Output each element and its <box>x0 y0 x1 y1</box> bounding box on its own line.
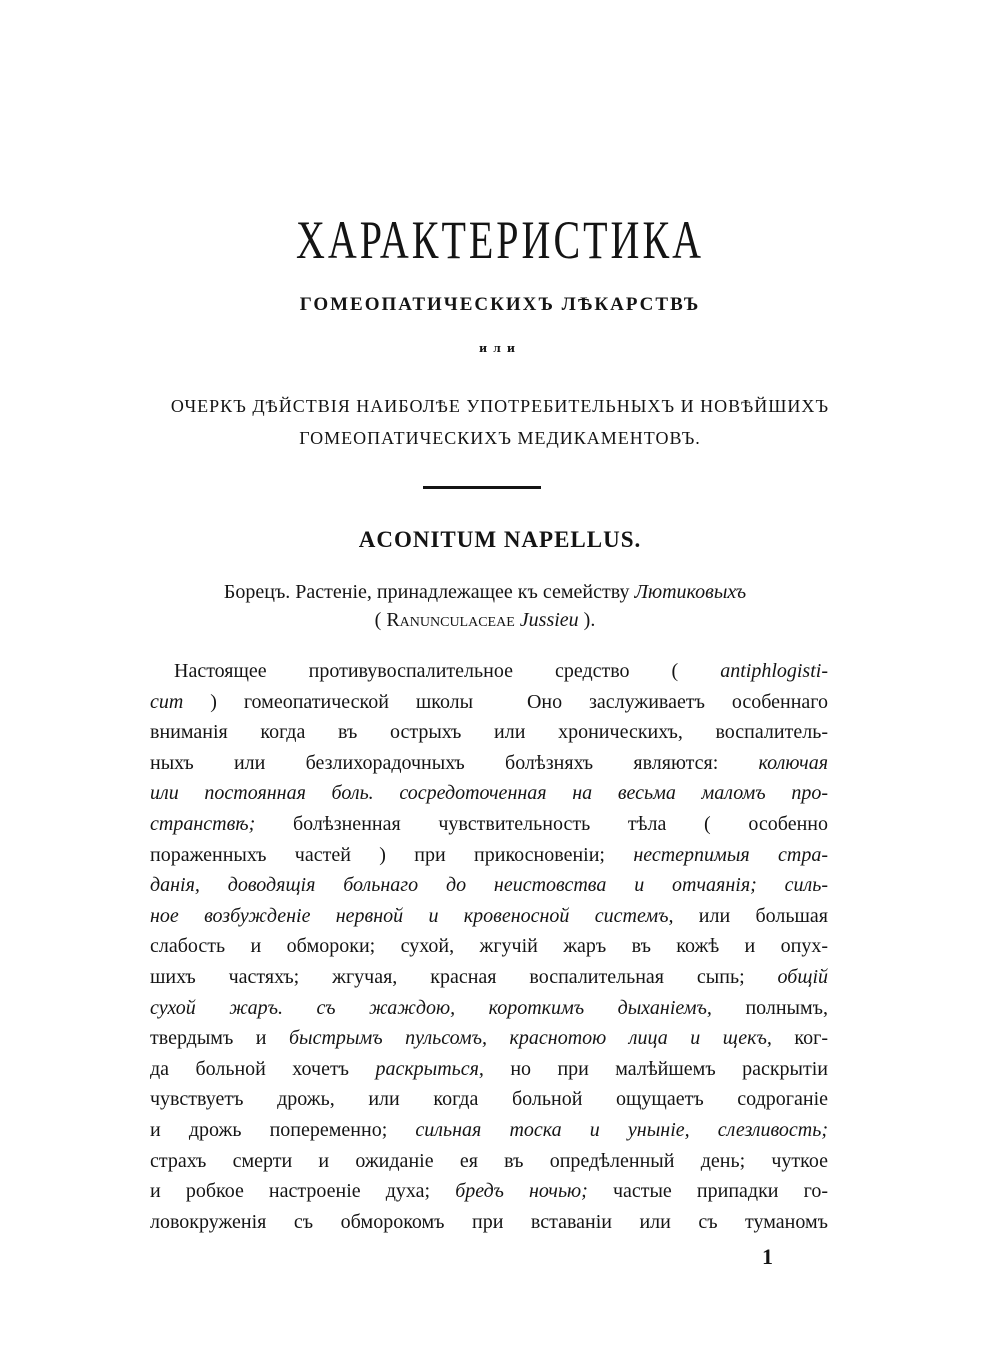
text-segment: шихъ частяхъ; жгучая, красная воспалительная сыпь; <box>150 965 778 988</box>
text-segment: да больной хочетъ <box>150 1057 376 1080</box>
description-text: Борецъ. Растеніе, принадлежащее къ семейству <box>223 581 635 603</box>
text-segment: или большая <box>673 904 828 927</box>
text-line <box>150 687 828 718</box>
alternate-title-line-2: ГОМЕОПАТИЧЕСКИХЪ МЕДИКАМЕНТОВЪ. <box>299 428 701 448</box>
text-segment: и дрожь попеременно; <box>150 1118 416 1141</box>
latin-family-name: Ranunculaceae <box>386 609 515 631</box>
text-line <box>150 931 828 962</box>
text-segment: болѣзненная чувствительность тѣла ( особенно <box>255 812 828 835</box>
text-line <box>150 778 828 809</box>
italic-text: сухой жаръ. съ жаждою, короткимъ дыханіемъ, <box>150 996 712 1019</box>
text-line <box>150 870 828 901</box>
text-segment: ) гомеопатической школы Оно заслуживаетъ особеннаго <box>183 690 828 713</box>
alternate-title <box>0 390 1000 454</box>
italic-text: быстрымъ пульсомъ, краснотою лица и щекъ, <box>289 1027 772 1050</box>
text-segment: полнымъ, <box>711 996 828 1019</box>
italic-text: данія, доводящія больнаго до неистовства и отчаянія; силь- <box>150 874 828 897</box>
text-segment: и робкое настроеніе духа; <box>150 1180 456 1203</box>
text-line <box>150 748 828 779</box>
text-line <box>150 1176 828 1207</box>
text-segment: чувствуетъ дрожь, или когда больной ощущаетъ содроганіе <box>150 1088 828 1111</box>
description-line-1 <box>130 578 840 606</box>
author-name: Jussieu <box>519 609 579 631</box>
section-heading: ACONITUM NAPELLUS. <box>358 527 642 552</box>
italic-text: ное возбужденіе нервной и кровеносной системъ, <box>150 904 674 927</box>
body-text <box>150 656 828 1237</box>
description-line-2 <box>130 606 840 634</box>
text-line <box>150 962 828 993</box>
italic-text: общій <box>777 965 828 988</box>
page-number: 1 <box>762 1244 773 1269</box>
text-segment: вниманія когда въ острыхъ или хроническихъ, воспалитель- <box>150 721 828 744</box>
text-segment: но при малѣйшемъ раскрытіи <box>483 1057 828 1080</box>
subtitle: ГОМЕОПАТИЧЕСКИХЪ ЛѢКАРСТВЪ <box>299 294 701 315</box>
text-segment: слабость и обмороки; сухой, жгучій жаръ въ кожѣ и опух- <box>150 935 828 958</box>
italic-text: antiphlogisti- <box>720 660 828 682</box>
text-segment: Настоящее противувоспалительное средство ( <box>174 660 721 682</box>
text-segment: ког- <box>771 1027 828 1050</box>
italic-text: странствѣ; <box>150 812 256 835</box>
text-line <box>150 901 828 932</box>
italic-text: бредъ ночью; <box>455 1180 588 1203</box>
paren-close: ). <box>578 609 596 631</box>
text-line <box>150 840 828 871</box>
text-segment: пораженныхъ частей ) при прикосновеніи; <box>150 843 634 866</box>
plant-description <box>130 578 840 634</box>
text-segment: страхъ смерти и ожиданіе ея въ опредѣленный день; чуткое <box>150 1149 828 1172</box>
italic-text: сильная тоска и уныніе, слезливость; <box>415 1118 828 1141</box>
text-line <box>150 717 828 748</box>
text-line <box>150 1207 828 1238</box>
paren-open: ( <box>374 609 387 631</box>
italic-text: колючая <box>758 751 828 774</box>
text-segment: частые припадки го- <box>587 1180 828 1203</box>
text-line <box>150 656 828 687</box>
text-line <box>150 1054 828 1085</box>
italic-text: раскрыться, <box>375 1057 484 1080</box>
italic-text: нестерпимыя стра- <box>633 843 829 866</box>
text-line <box>150 1146 828 1177</box>
text-line <box>150 1084 828 1115</box>
text-line <box>150 993 828 1024</box>
italic-text: или постоянная боль. сосредоточенная на весьма маломъ про- <box>150 782 828 805</box>
text-segment: твердымъ и <box>150 1027 289 1050</box>
divider-rule <box>423 486 541 489</box>
text-line <box>150 1023 828 1054</box>
text-line <box>150 809 828 840</box>
text-segment: ныхъ или безлихорадочныхъ болѣзняхъ являются: <box>150 751 759 774</box>
page-title: ХАРАКТЕРИСТИКА <box>295 209 705 271</box>
text-line <box>150 1115 828 1146</box>
conjunction: или <box>478 342 522 355</box>
italic-text: cum <box>150 690 184 713</box>
family-name: Лютиковыхъ <box>634 581 747 603</box>
alternate-title-line-1: ОЧЕРКЪ ДѢЙСТВІЯ НАИБОЛѢЕ УПОТРЕБИТЕЛЬНЫХЪ И НОВѢЙШИХЪ <box>170 396 830 416</box>
text-segment: ловокруженія съ обморокомъ при вставаніи или съ туманомъ <box>150 1210 828 1233</box>
